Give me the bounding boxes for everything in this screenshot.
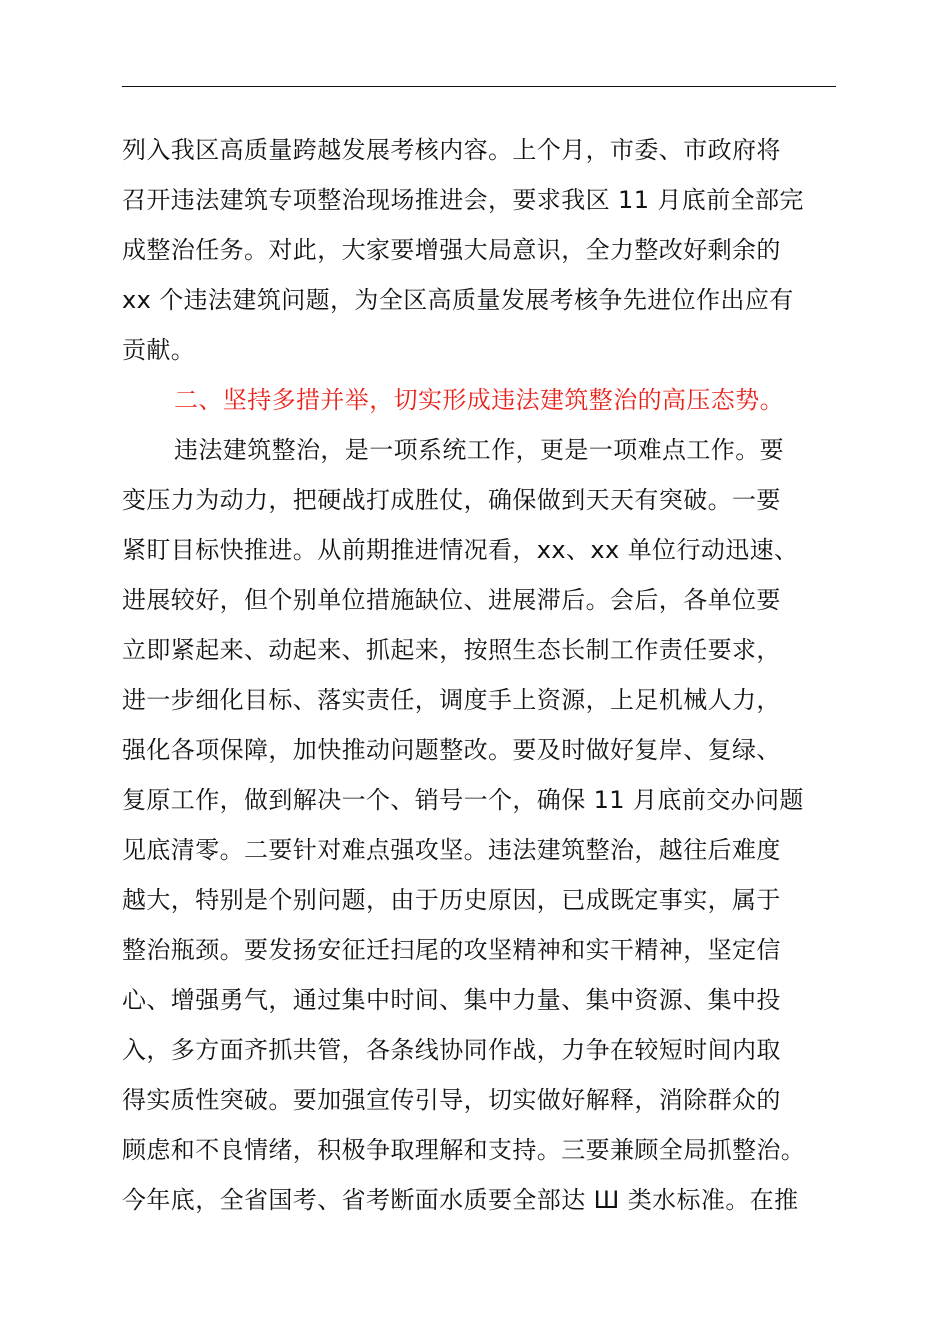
text-line: 入，多方面齐抓共管，各条线协同作战，力争在较短时间内取 [122,1036,781,1064]
paragraph-section-two [122,425,862,1225]
text-line: 得实质性突破。要加强宣传引导，切实做好解释，消除群众的 [122,1086,781,1114]
text-line: 违法建筑整治，是一项系统工作，更是一项难点工作。要 [174,436,784,464]
text-line: 复原工作，做到解决一个、销号一个，确保 11 月底前交办问题 [122,786,804,814]
text-line: 心、增强勇气，通过集中时间、集中力量、集中资源、集中投 [122,986,781,1014]
text-line: 整治瓶颈。要发扬安征迁扫尾的攻坚精神和实干精神，坚定信 [122,936,781,964]
text-line: 强化各项保障，加快推动问题整改。要及时做好复岸、复绿、 [122,736,781,764]
document-body [122,125,862,1225]
text-line: 紧盯目标快推进。从前期推进情况看，xx、xx 单位行动迅速、 [122,536,799,564]
text-line: 贡献。 [122,336,196,364]
header-rule [122,86,836,87]
text-line: 成整治任务。对此，大家要增强大局意识，全力整改好剩余的 [122,236,781,264]
text-line: 今年底，全省国考、省考断面水质要全部达 Ш 类水标准。在推 [122,1186,799,1214]
paragraph-continuation [122,125,862,375]
text-line: 见底清零。二要针对难点强攻坚。违法建筑整治，越往后难度 [122,836,781,864]
text-line: 召开违法建筑专项整治现场推进会，要求我区 11 月底前全部完 [122,186,804,214]
text-line: 顾虑和不良情绪，积极争取理解和支持。三要兼顾全局抓整治。 [122,1136,806,1164]
text-line: 变压力为动力，把硬战打成胜仗，确保做到天天有突破。一要 [122,486,781,514]
section-heading: 二、坚持多措并举，切实形成违法建筑整治的高压态势。 [174,386,784,414]
text-line: 立即紧起来、动起来、抓起来，按照生态长制工作责任要求， [122,636,781,664]
text-line: xx 个违法建筑问题，为全区高质量发展考核争先进位作出应有 [122,286,794,314]
text-line: 越大，特别是个别问题，由于历史原因，已成既定事实，属于 [122,886,781,914]
text-line: 进展较好，但个别单位措施缺位、进展滞后。会后，各单位要 [122,586,781,614]
text-line: 进一步细化目标、落实责任，调度手上资源，上足机械人力， [122,686,781,714]
text-line: 列入我区高质量跨越发展考核内容。上个月，市委、市政府将 [122,136,781,164]
